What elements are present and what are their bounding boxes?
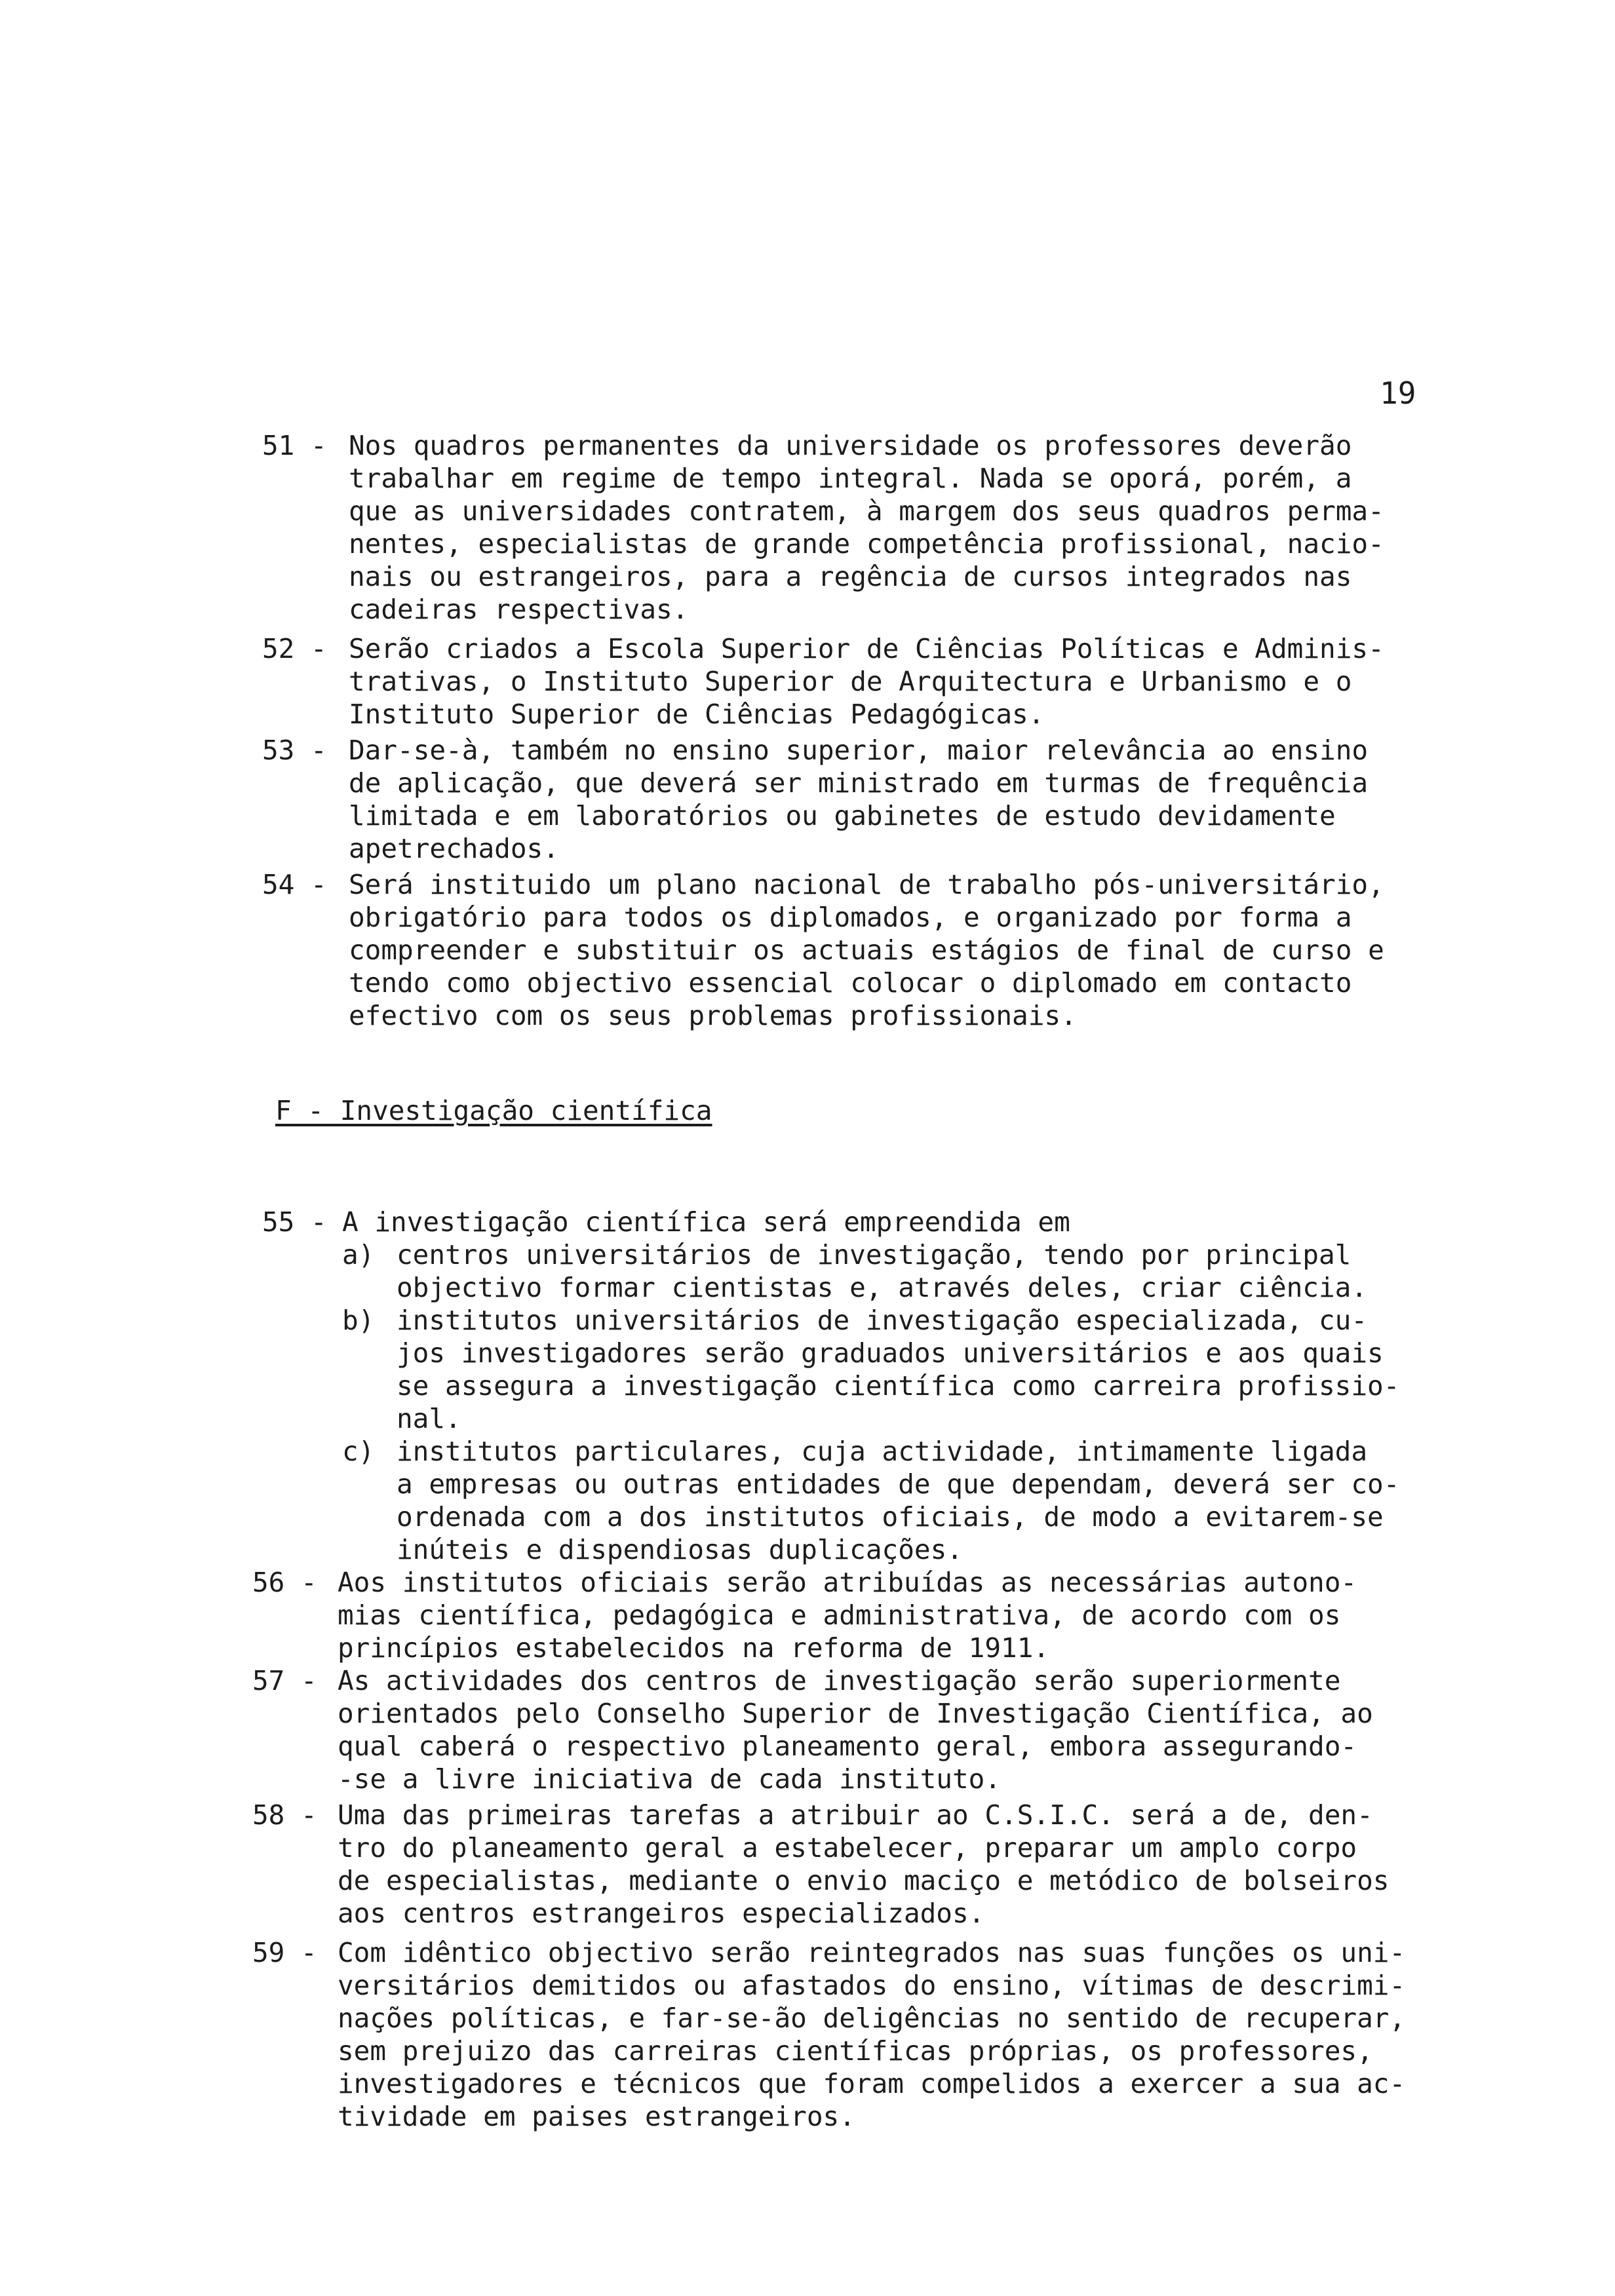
- item-number: 56 -: [252, 1567, 317, 1598]
- subitem-text: institutos universitários de investigação especializada, cu- jos investigadores serão graduados universitários e aos quais se assegura a investigação científica como carreira profissio- nal.: [397, 1305, 1400, 1434]
- subitem-text: institutos particulares, cuja actividade, intimamente ligada a empresas ou outras entidades de que dependam, deverá ser co- ordenada com a dos institutos oficiais, de modo a evitarem-se inúteis e dispendiosas duplicações.: [397, 1436, 1400, 1565]
- item-text: Será instituido um plano nacional de trabalho pós-universitário, obrigatório para todos os diplomados, e organizado por forma a compreender e substituir os actuais estágios de final de curso e tendo como objectivo essencial colocar o diplomado em contacto efectivo com os seus problemas profissionais.: [349, 869, 1384, 1031]
- item-text: Nos quadros permanentes da universidade os professores deverão trabalhar em regime de tempo integral. Nada se oporá, porém, a que as universidades contratem, à margem dos seus quadros perma- nentes, especialistas de grande competência profissional, nacio- nais ou estrangeiros, para a regência de cursos integrados nas cadeiras respectivas.: [349, 430, 1384, 625]
- item-text: Serão criados a Escola Superior de Ciências Políticas e Adminis- trativas, o Instituto Superior de Arquitectura e Urbanismo e o Instituto Superior de Ciências Pedagógicas.: [349, 633, 1384, 730]
- item-text: Dar-se-à, também no ensino superior, maior relevância ao ensino de aplicação, que deverá ser ministrado em turmas de frequência limitada e em laboratórios ou gabinetes de estudo devidamente apetrechados.: [349, 735, 1369, 864]
- subitem-text: centros universitários de investigação, tendo por principal objectivo formar cientistas e, através deles, criar ciência.: [397, 1239, 1368, 1303]
- item-text: As actividades dos centros de investigação serão superiormente orientados pelo Conselho Superior de Investigação Científica, ao qual caberá o respectivo planeamento geral, embora assegurando- -se a livre iniciativa de cada instituto.: [338, 1665, 1373, 1795]
- item-text: Aos institutos oficiais serão atribuídas as necessárias autono- mias científica, pedagógica e administrativa, de acordo com os princípios estabelecidos na reforma de 1911.: [338, 1567, 1357, 1664]
- item-number: 54 -: [262, 869, 327, 900]
- item-number: 59 -: [252, 1937, 317, 1968]
- item-number: 52 -: [262, 633, 327, 664]
- subitem-label: b): [342, 1305, 375, 1336]
- item-text: Com idêntico objectivo serão reintegrados nas suas funções os uni- versitários demitidos ou afastados do ensino, vítimas de descrimi- nações políticas, e far-se-ão deligências no sentido de recuperar, sem prejuizo das carreiras científicas próprias, os professores, investigadores e técnicos que foram compelidos a exercer a sua ac- tividade em paises estrangeiros.: [338, 1937, 1406, 2132]
- subitem-label: c): [342, 1436, 375, 1467]
- item-number: 53 -: [262, 735, 327, 766]
- subitem-label: a): [342, 1239, 375, 1271]
- section-heading: F - Investigação científica: [275, 1095, 712, 1126]
- item-number: 51 -: [262, 430, 327, 461]
- item-number: 55 -: [262, 1206, 327, 1238]
- item-number: 58 -: [252, 1799, 317, 1831]
- item-number: 57 -: [252, 1665, 317, 1696]
- page-number: 19: [1380, 375, 1416, 411]
- item-text: Uma das primeiras tarefas a atribuir ao C.S.I.C. será a de, den- tro do planeamento geral a estabelecer, preparar um amplo corpo de especialistas, mediante o envio maciço e metódico de bolseiros aos centros estrangeiros especializados.: [338, 1799, 1390, 1929]
- item-text: A investigação científica será empreendida em: [342, 1206, 1070, 1238]
